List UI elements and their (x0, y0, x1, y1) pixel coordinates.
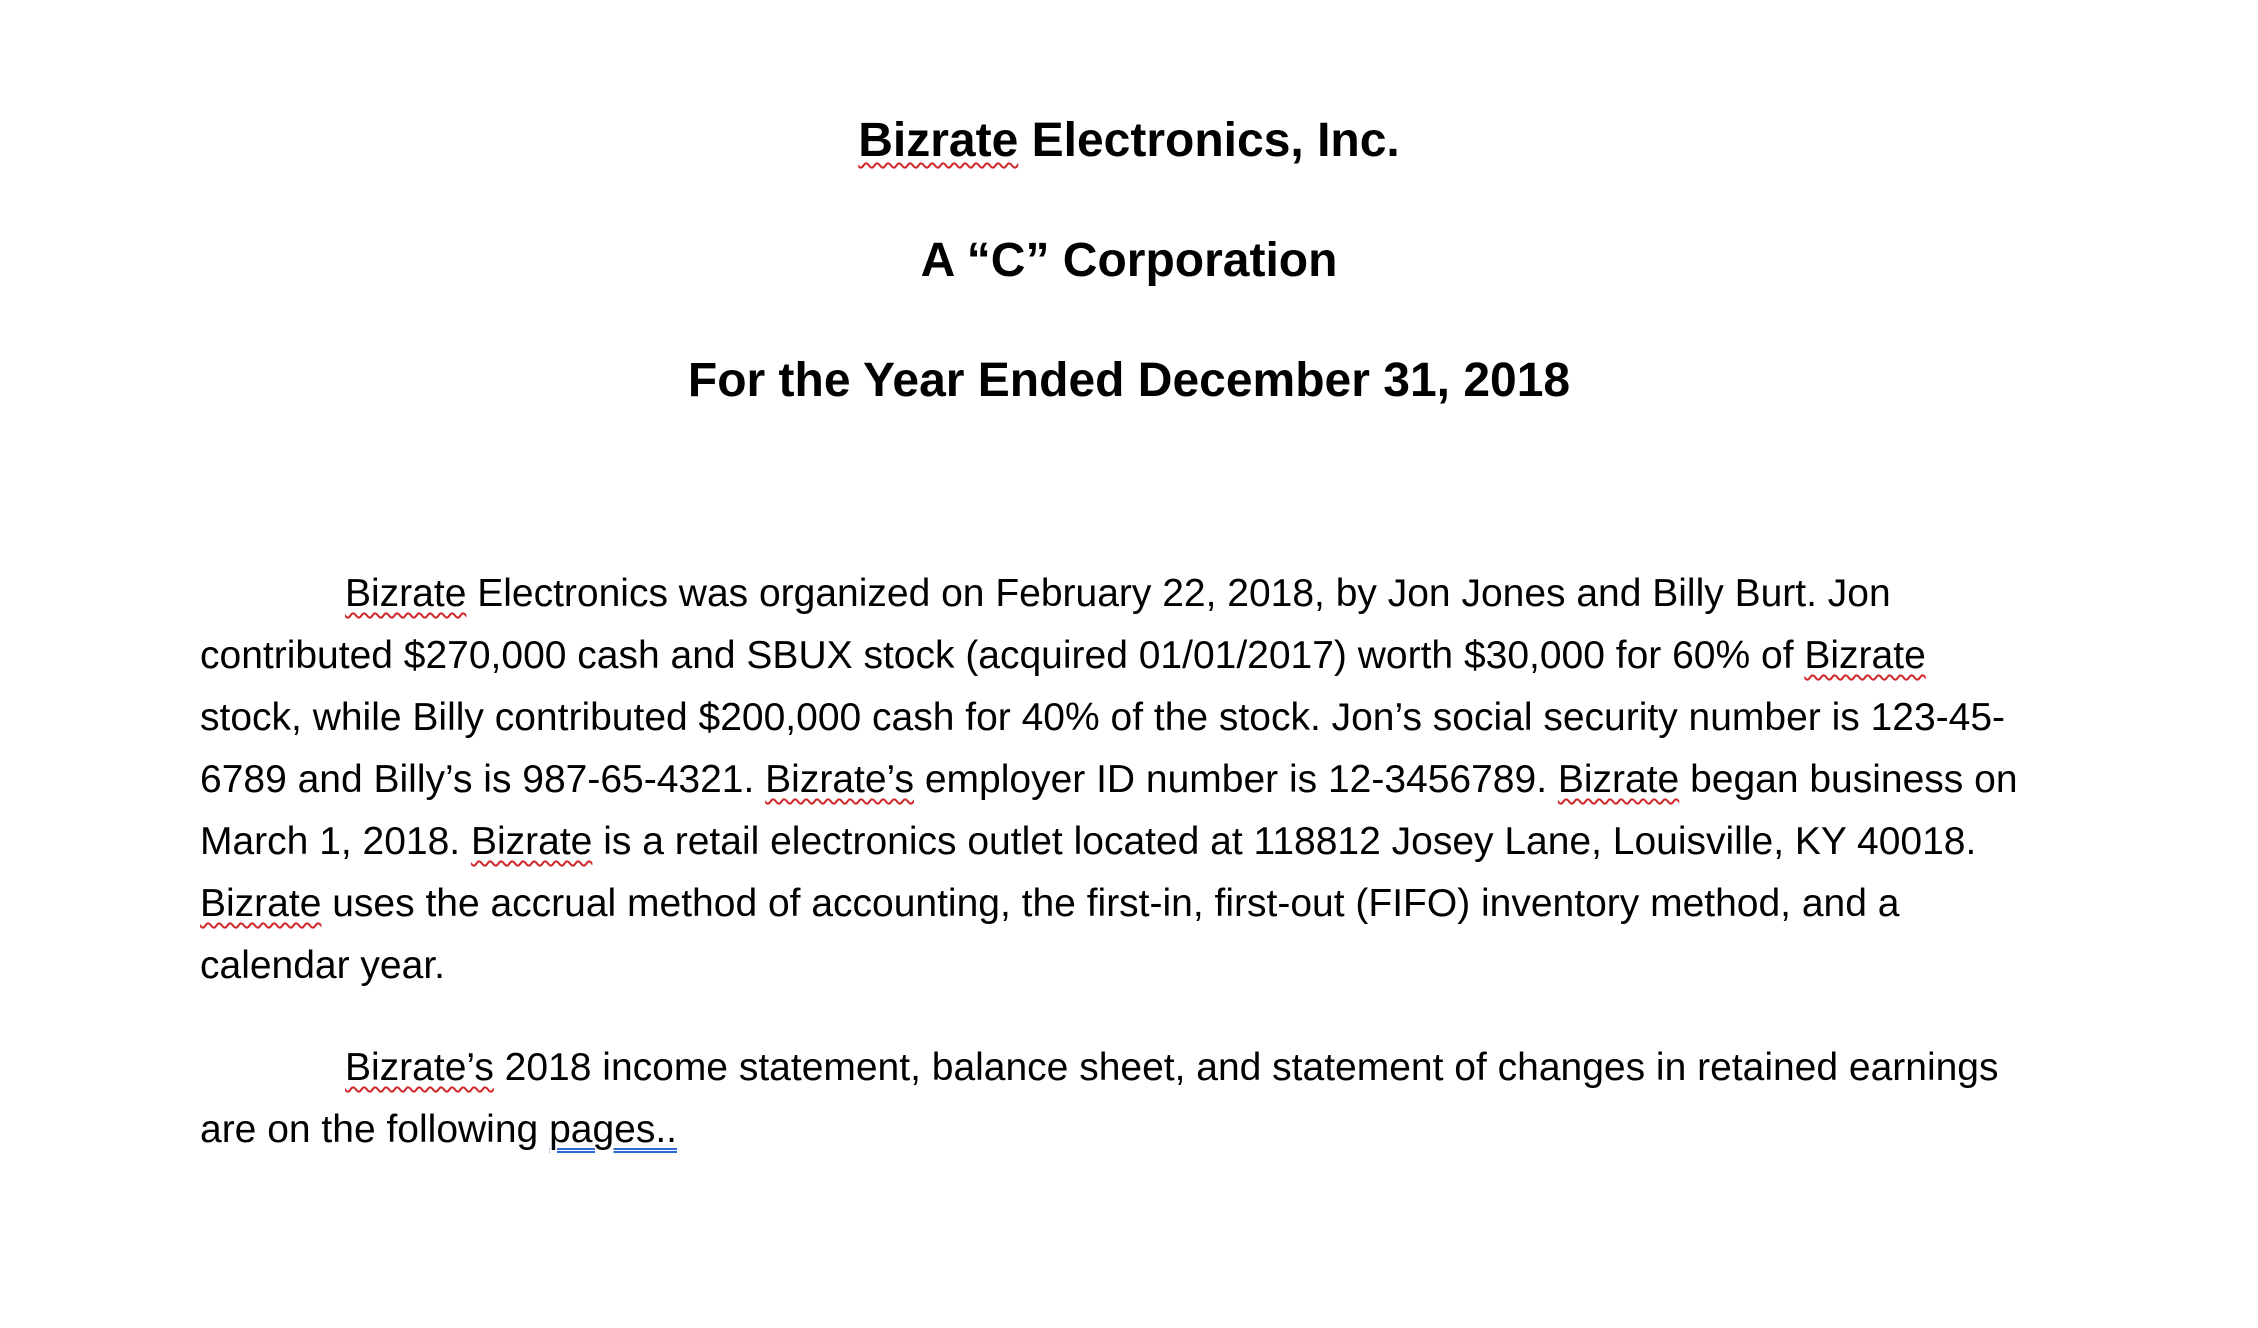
document-title-company (0, 113, 2258, 169)
title-text: Electronics, Inc. (1018, 114, 1400, 167)
spelling-flag: Bizrate’s (345, 1046, 494, 1089)
paragraph-line (200, 880, 1899, 928)
line-text: is a retail electronics outlet located at 118812 Josey Lane, Louisville, KY 40018. (592, 820, 1977, 863)
paragraph-line (200, 632, 1926, 680)
paragraph-line (345, 570, 1891, 618)
line-text: stock, while Billy contributed $200,000 cash for 40% of the stock. Jon’s social security number is 123-45- (200, 696, 2006, 739)
line-text: March 1, 2018. (200, 820, 471, 863)
paragraph-line (200, 942, 445, 990)
document-title-corporation-type: A “C” Corporation (920, 234, 1338, 287)
document-title-period: For the Year Ended December 31, 2018 (687, 354, 1571, 407)
spelling-flag: Bizrate (858, 114, 1019, 167)
line-text: employer ID number is 12-3456789. (914, 758, 1558, 801)
spelling-flag: Bizrate (470, 820, 593, 863)
grammar-flag: pages.. (549, 1108, 677, 1151)
line-text: 6789 and Billy’s is 987-65-4321. (200, 758, 766, 801)
paragraph-line (200, 756, 2018, 804)
line-text: uses the accrual method of accounting, the first-in, first-out (FIFO) inventory method, and a (321, 882, 1900, 925)
paragraph-line (200, 694, 2005, 742)
line-text: are on the following (200, 1108, 550, 1151)
paragraph-line (345, 1044, 1999, 1092)
spelling-flag: Bizrate (345, 572, 467, 615)
line-text: calendar year. (200, 944, 445, 987)
spelling-flag: Bizrate (200, 882, 322, 925)
line-text: 2018 income statement, balance sheet, and statement of changes in retained earnings (493, 1046, 1999, 1089)
spelling-flag: Bizrate (1557, 758, 1680, 801)
paragraph-line (200, 1106, 677, 1154)
line-text: contributed $270,000 cash and SBUX stock (acquired 01/01/2017) worth $30,000 for 60% of (200, 634, 1805, 677)
spelling-flag: Bizrate’s (765, 758, 915, 801)
spelling-flag: Bizrate (1804, 634, 1926, 677)
paragraph-line (200, 818, 1976, 866)
line-text: Electronics was organized on February 22, 2018, by Jon Jones and Billy Burt. Jon (466, 572, 1891, 615)
line-text: began business on (1679, 758, 2018, 801)
